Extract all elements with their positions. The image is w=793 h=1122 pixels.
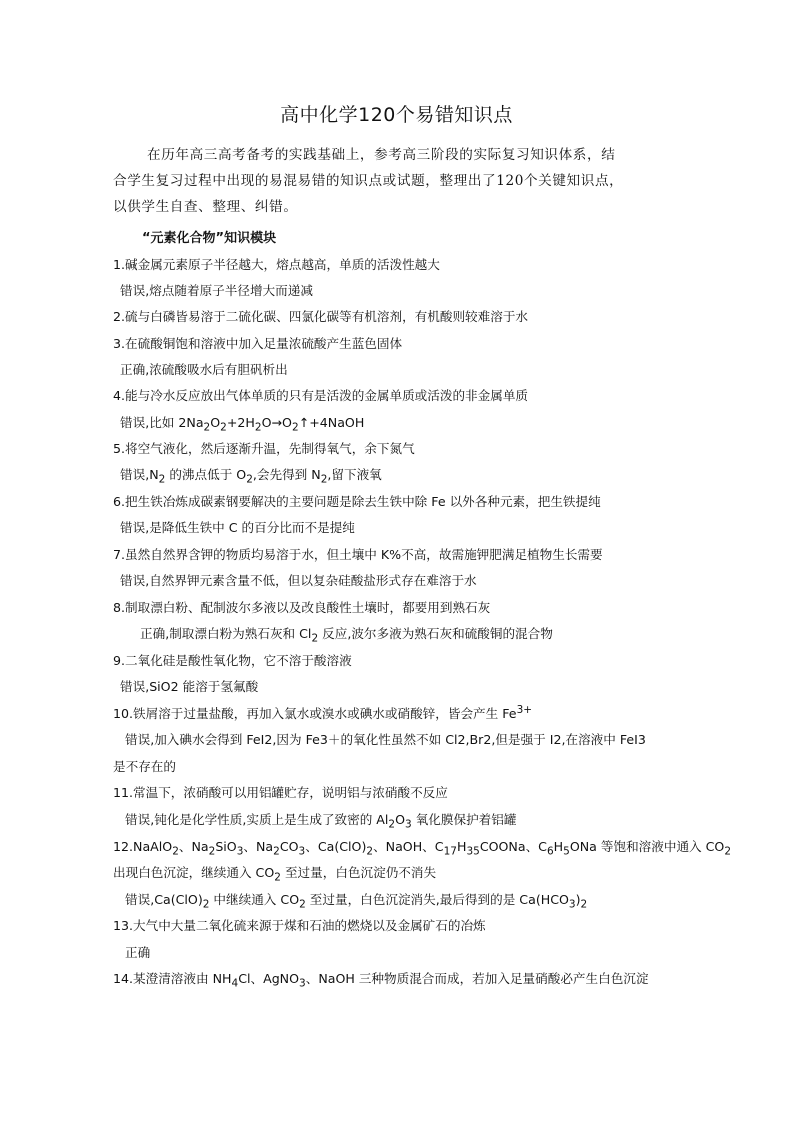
item-7-statement: 7.虽然自然界含钾的物质均易溶于水，但土壤中 K%不高，故需施钾肥满足植物生长需要 (113, 547, 603, 562)
item-8-statement: 8.制取漂白粉、配制波尔多液以及改良酸性土壤时，都要用到熟石灰 (113, 600, 491, 615)
item-10-answer-cont: 是不存在的 (113, 759, 176, 774)
item-3-statement: 3.在硫酸铜饱和溶液中加入足量浓硫酸产生蓝色固体 (113, 336, 403, 351)
item-10-statement: 10.铁屑溶于过量盐酸，再加入氯水或溴水或碘水或硝酸锌，皆会产生 $Fe^{3+}$ (113, 703, 533, 721)
item-7-answer: 错误,自然界钾元素含量不低，但以复杂硅酸盐形式存在难溶于水 (120, 573, 477, 588)
item-9-answer: 错误,SiO2 能溶于氢氟酸 (120, 679, 259, 694)
item-6-statement: 6.把生铁冶炼成碳素钢要解决的主要问题是除去生铁中除 Fe 以外各种元素，把生铁提纯 (113, 494, 601, 509)
item-4-answer: 错误,比如 $2Na_2O_2+2H_2O\to O_2↑+4NaOH$ (120, 415, 365, 434)
intro-line: 合学生复习过程中出现的易混易错的知识点或试题，整理出了120个关键知识点， (113, 173, 624, 189)
document-title: 高中化学120个易错知识点 (280, 104, 513, 126)
item-1-answer: 错误,熔点随着原子半径增大而递减 (120, 283, 313, 298)
section-heading: “元素化合物”知识模块 (142, 231, 277, 246)
item-12-answer: 错误$,Ca(ClO)_2$ 中继续通入 $CO_2$ 至过量，白色沉淀消失,最后得到的是 $Ca(HCO_3)_2$ (125, 892, 588, 911)
item-11-statement: 11.常温下，浓硝酸可以用铝罐贮存，说明铝与浓硝酸不反应 (113, 785, 448, 800)
item-12-statement-cont: 出现白色沉淀，继续通入 $CO_2$ 至过量，白色沉淀仍不消失 (113, 865, 437, 884)
item-13-statement: 13.大气中大量二氧化硫来源于煤和石油的燃烧以及金属矿石的冶炼 (113, 918, 486, 933)
item-14-statement: 14.某澄清溶液由 $NH_4Cl$、AgNO$_3$、NaOH 三种物质混合而成，若加入足量硝酸必产生白色沉淀 (113, 971, 649, 990)
intro-line: 以供学生自查、整理、纠错。 (113, 199, 298, 215)
item-10-answer: 错误,加入碘水会得到 FeI2,因为 Fe3＋的氧化性虽然不如 Cl2,Br2,但是强于 I2,在溶液中 FeI3 (125, 732, 646, 747)
item-1-statement: 1.碱金属元素原子半径越大，熔点越高，单质的活泼性越大 (113, 257, 440, 272)
item-8-answer: 正确,制取漂白粉为熟石灰和 $Cl_2$ 反应,波尔多液为熟石灰和硫酸铜的混合物 (140, 626, 553, 645)
item-13-answer: 正确 (125, 945, 151, 960)
item-6-answer: 错误,是降低生铁中 C 的百分比而不是提纯 (120, 520, 355, 535)
item-3-answer: 正确,浓硫酸吸水后有胆矾析出 (120, 362, 288, 377)
intro-paragraph (113, 142, 688, 220)
item-9-statement: 9.二氧化硅是酸性氧化物，它不溶于酸溶液 (113, 653, 352, 668)
item-5-answer: 错误$,N_2$ 的沸点低于 $O_2$,会先得到 $N_2$,留下液氧 (120, 467, 382, 486)
intro-line: 在历年高三高考备考的实践基础上，参考高三阶段的实际复习知识体系，结 (147, 147, 616, 163)
item-11-answer: 错误,钝化是化学性质,实质上是生成了致密的 $Al_2O_3$ 氧化膜保护着铝罐 (125, 812, 517, 831)
item-2-statement: 2.硫与白磷皆易溶于二硫化碳、四氯化碳等有机溶剂，有机酸则较难溶于水 (113, 309, 529, 324)
item-5-statement: 5.将空气液化，然后逐渐升温，先制得氧气，余下氮气 (113, 441, 415, 456)
item-12-statement: 12.NaAlO$_2$、$Na_2SiO_3$、$Na_2CO_3$、$Ca(ClO)_2$、NaOH、$C_{17}H_{35}COONa$、$C_6H_5ONa$ 等饱和溶液中通入 $CO_2$ (113, 839, 732, 858)
item-4-statement: 4.能与冷水反应放出气体单质的只有是活泼的金属单质或活泼的非金属单质 (113, 388, 529, 403)
